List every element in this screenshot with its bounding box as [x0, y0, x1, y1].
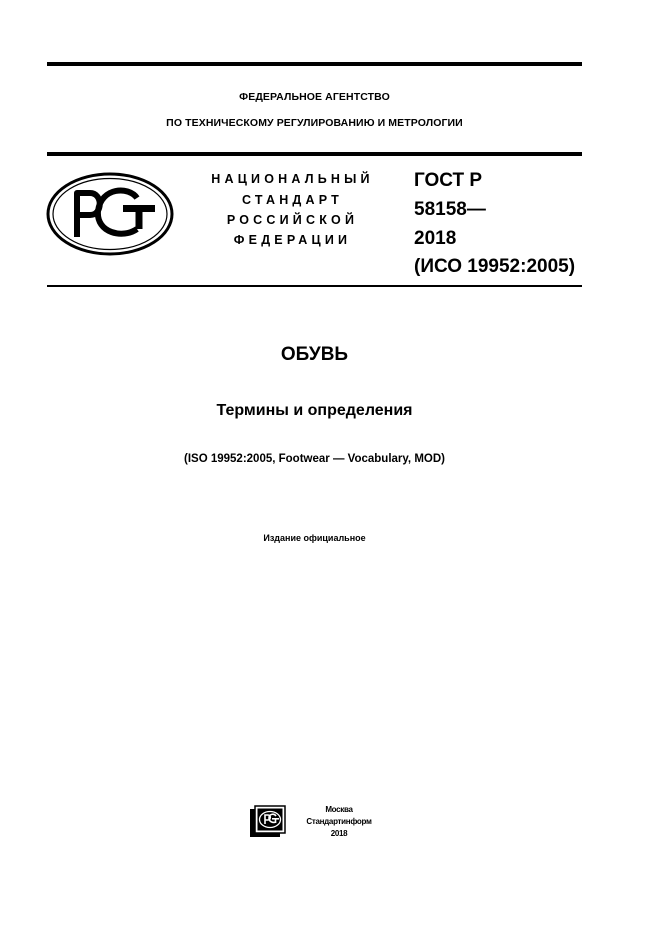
- publisher-city: Москва: [325, 805, 353, 814]
- publisher-name: Стандартинформ: [306, 817, 372, 826]
- agency-name-line-2: ПО ТЕХНИЧЕСКОМУ РЕГУЛИРОВАНИЮ И МЕТРОЛОГИИ: [166, 117, 463, 129]
- rst-certification-mark-icon: [45, 171, 175, 257]
- edition-note: Издание официальное: [263, 533, 366, 543]
- standard-type-line-3: РОССИЙСКОЙ: [226, 213, 359, 227]
- document-subtitle: Термины и определения: [216, 402, 413, 419]
- gost-designation-line-1: ГОСТ Р: [414, 170, 483, 191]
- standartinform-logo-icon: [249, 805, 287, 838]
- publication-year: 2018: [330, 829, 348, 838]
- standard-type-line-4: ФЕДЕРАЦИИ: [233, 233, 352, 247]
- gost-designation-line-4: (ИСО 19952:2005): [414, 256, 576, 277]
- middle-rule: [47, 152, 582, 156]
- iso-reference: (ISO 19952:2005, Footwear — Vocabulary, MOD): [184, 453, 445, 465]
- agency-name-line-1: ФЕДЕРАЛЬНОЕ АГЕНТСТВО: [239, 91, 390, 103]
- lower-rule: [47, 285, 582, 287]
- standard-type-line-2: СТАНДАРТ: [242, 193, 343, 207]
- gost-designation-line-3: 2018: [414, 228, 457, 249]
- standard-type-line-1: НАЦИОНАЛЬНЫЙ: [211, 172, 374, 186]
- top-rule: [47, 62, 582, 66]
- document-title: ОБУВЬ: [280, 344, 349, 365]
- gost-designation-line-2: 58158—: [414, 199, 486, 220]
